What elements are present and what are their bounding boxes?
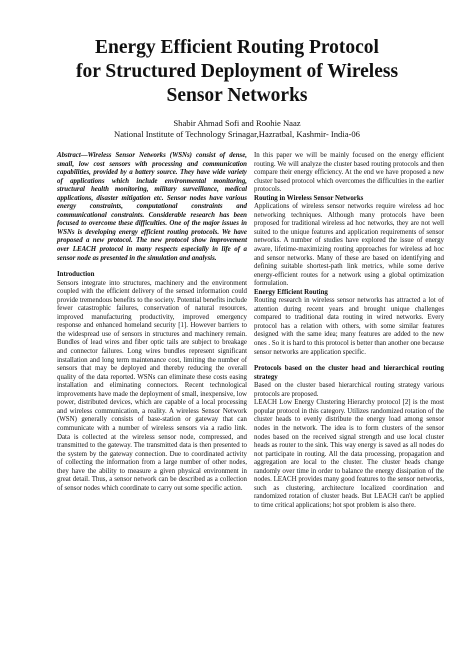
energy-efficient-routing-heading: Energy Efficient Routing [254, 288, 328, 296]
cluster-protocols-heading: Protocols based on the cluster head and hierarchical routing strategy [254, 365, 444, 381]
title-line: Sensor Networks [166, 85, 308, 106]
routing-heading: Routing in Wireless Sensor Networks [254, 194, 364, 202]
author-block [20, 118, 454, 140]
intro-continued-text: In this paper we will be mainly focused on the energy efficient routing. We will analyze the cluster based routing protocols and then compare their energy efficiency. At the end we have proposed a new cluster based protocol which overcomes the difficulties in the earlier protocols. [254, 152, 444, 194]
leach-text: LEACH Low Energy Clustering Hierarchy protocol [2] is the most popular protocol in this category. Utilizes randomized rotation of the cluster heads to evenly distribute the energy load among sensor nodes in the network. The idea is to form clusters of the sensor nodes based on the received signal strength and use local cluster heads as router to the sink. This way energy is saved as all nodes do not participate in routing. All the data processing, propagation and aggregation are local to the cluster. The cluster heads change randomly over time in order to balance the energy dissipation of the nodes. LEACH provides many good features to the sensor networks, such as clustering, architecture localized coordination and randomized rotation of cluster heads. But LEACH can't be applied to time critical applications; hot spot problem is also there. [254, 399, 444, 509]
title-line: for Structured Deployment of Wireless [75, 61, 399, 82]
introduction-heading: Introduction [57, 271, 95, 279]
energy-efficient-routing-text: Routing research in wireless sensor networks has attracted a lot of attention during recent years and brought unique challenges compared to traditional data routing in wired networks. Every protocol has a relation with others, with some similar features designed with the same idea; many features are added to the new ones . So it is hard to this protocol is better than another one because sensor networks are application specific. [254, 297, 444, 356]
affiliation: National Institute of Technology Srinagar,Hazratbal, Kashmir- India-06 [114, 129, 360, 139]
cluster-protocols-text: Based on the cluster based hierarchical routing strategy various protocols are proposed. [254, 382, 444, 398]
introduction-text: Sensors integrate into structures, machinery and the environment coupled with the efficient delivery of the sensed information could provide tremendous benefits to the society. Potential benefits include fewer catastrophic failures, conservation of natural resources, improved manufacturing productivity, improved emergency response and enhanced homeland security [1]. However barriers to the widespread use of sensors in structures and machinery remain. Bundles of lead wires and fiber optic tails are subject to breakage and connector failures. Long wires bundles represent significant installation and long term maintenance cost, limiting the number of sensors that may be deployed and thereby reducing the overall quality of the data reported. WSNs can eliminate these costs easing installation and eliminating connectors. Recent technological improvements have made the deployment of small, inexpensive, low power, distributed devices, which are capable of a local processing and wireless communication, a reality. A wireless Sensor Network (WSN) generally consists of base-station or gateway that can communicate with a number of wireless sensors via a radio link. Data is collected at the wireless sensor node, compressed, and transmitted to the gateway. The transmitted data is then presented to the system by the gateway connection. Due to coordinated activity of collecting the information from a large number of other nodes, they have the ability to measure a given physical environment in great detail. Thus, a sensor network can be described as a collection of sensor nodes which coordinate to carry out some specific action. [57, 279, 247, 492]
routing-text: Applications of wireless sensor networks require wireless ad hoc networking techniques. Although many protocols have been proposed for traditional wireless ad hoc networks, they are not well suited to the unique features and application requirements of sensor networks. A number of studies have explored the issue of energy aware, lifetime-maximizing routing approaches for wireless ad hoc and sensor networks. Many of these are based on identifying and defining suitable shortest-path link metrics, while some derive energy-efficient routes for a network using a global optimization formulation. [254, 203, 444, 288]
left-column [57, 152, 247, 493]
title-line: Energy Efficient Routing Protocol [95, 37, 379, 58]
abstract: Abstract—Wireless Sensor Networks (WSNs) consist of dense, small, low cost sensors with processing and communication capabilities, provided by a battery source. They have wide variety of applications which include environmental monitoring, structural health monitoring, military surveillance, medical applications, disaster mitigation etc. Sensor nodes have various energy constraints, computational constraints and communicational constraints. Considerable research has been focused to overcome these difficulties. One of the major issues in WSNs is developing energy efficient routing protocols. We have proposed a new protocol. The new protocol show improvement over LEACH protocol in many respects especially in life of a sensor node as presented in the simulation and analysis. [57, 152, 247, 262]
authors: Shabir Ahmad Sofi and Roohie Naaz [173, 118, 301, 128]
right-column [254, 152, 444, 510]
paper-title [20, 36, 454, 108]
